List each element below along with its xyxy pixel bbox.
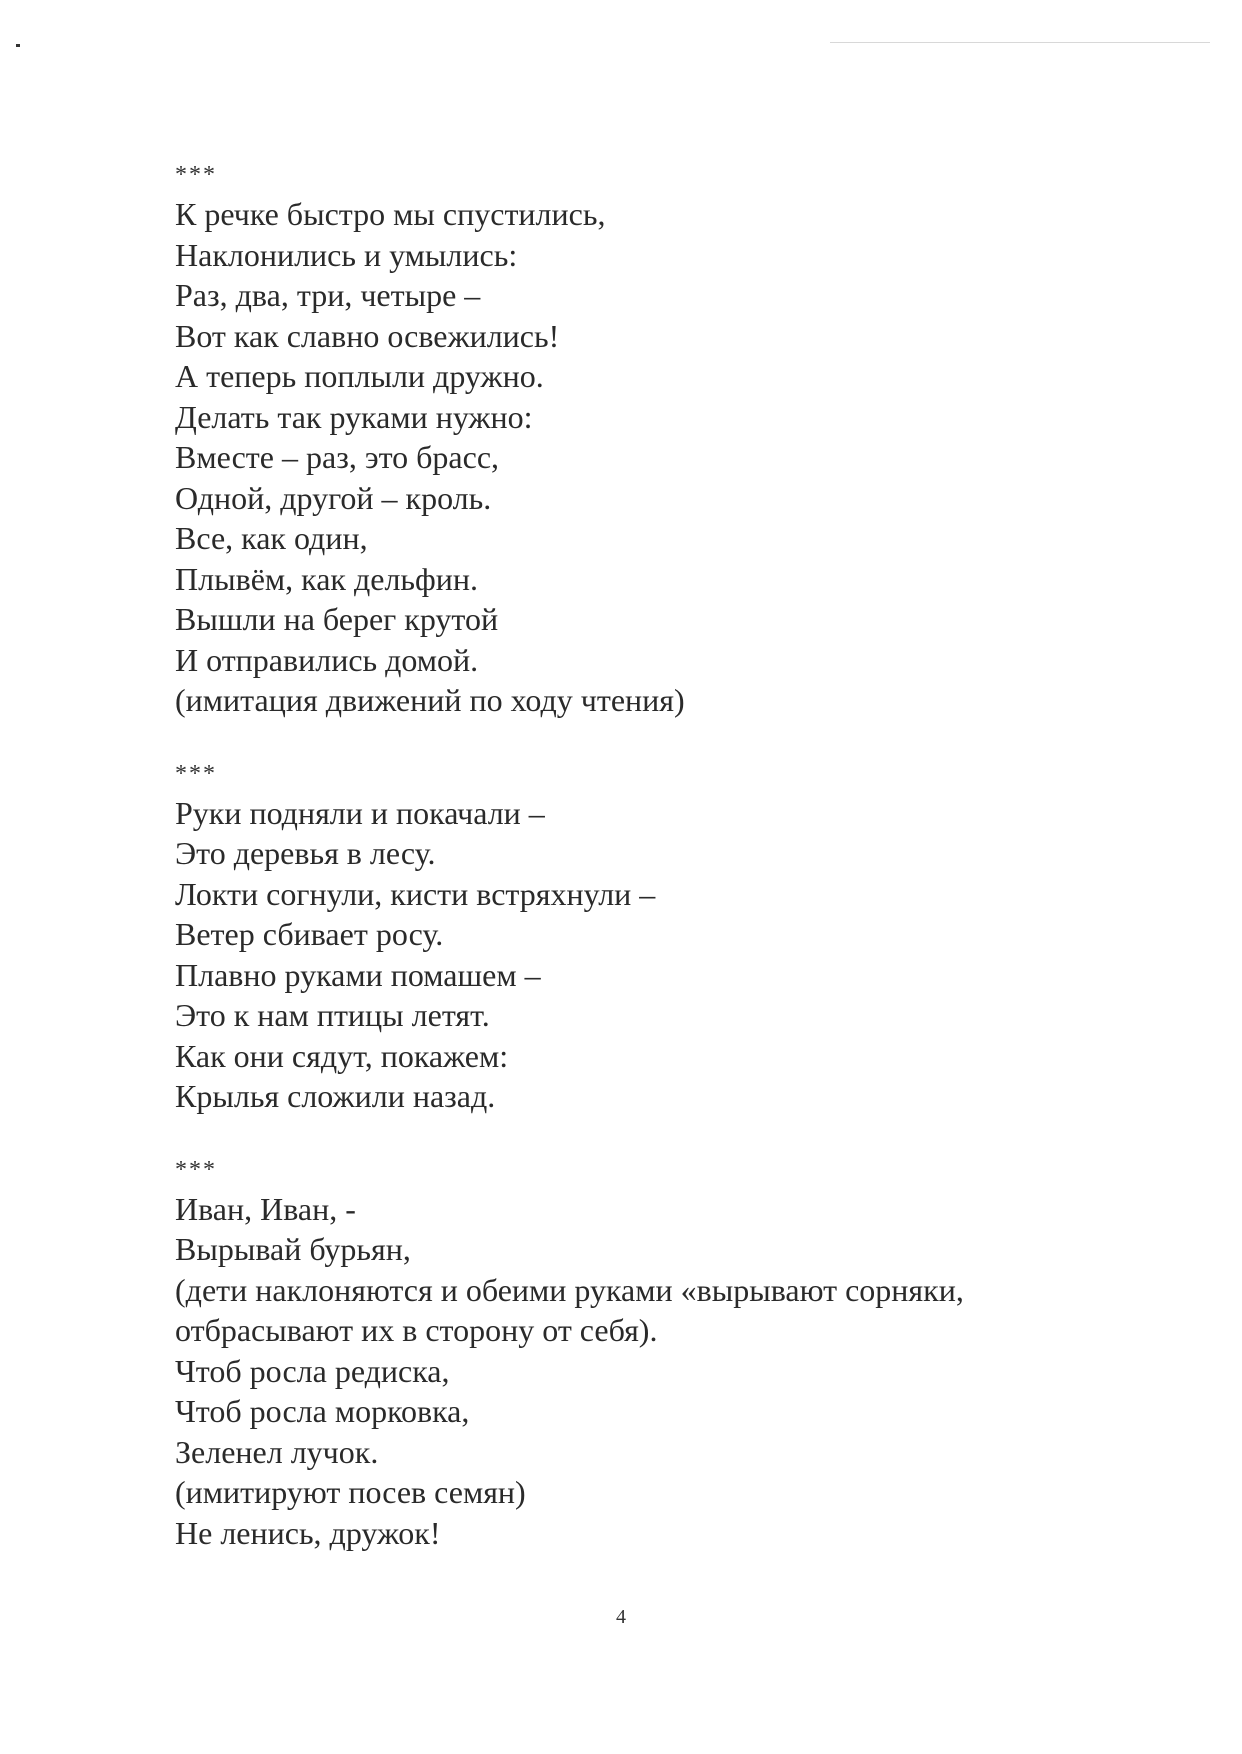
poem-line: Иван, Иван, -	[175, 1190, 356, 1227]
poem-line: Не ленись, дружок!	[175, 1514, 441, 1551]
poem-line: Вырывай бурьян,	[175, 1231, 411, 1267]
poem-line: Это к нам птицы летят.	[175, 997, 490, 1033]
poem-line: Ветер сбивает росу.	[175, 916, 444, 952]
poem-line: Чтоб росла морковка,	[175, 1393, 470, 1429]
poem-line: Плавно руками помашем –	[175, 956, 541, 993]
page-content	[175, 160, 1155, 1553]
poem-line: Локти согнули, кисти встряхнули –	[175, 875, 656, 912]
stage-direction: (имитируют посев семян)	[175, 1474, 526, 1510]
poem-line: К речке быстро мы спустились,	[175, 196, 606, 232]
stanza-gap	[175, 1117, 1155, 1155]
poem-line: А теперь поплыли дружно.	[175, 358, 544, 394]
poem-line: И отправились домой.	[175, 641, 479, 678]
stanza-separator: ***	[175, 760, 217, 787]
stanza-1	[175, 160, 1155, 721]
stanza-gap	[175, 721, 1155, 759]
poem-line: Крылья сложили назад.	[175, 1078, 496, 1114]
stage-direction: (имитация движений по ходу чтения)	[175, 682, 685, 718]
stanza-separator: ***	[175, 162, 217, 188]
stage-direction: отбрасывают их в сторону от себя).	[175, 1312, 658, 1348]
poem-line: Одной, другой – кроль.	[175, 479, 492, 516]
poem-line: Чтоб росла редиска,	[175, 1352, 450, 1389]
stanza-separator: ***	[175, 1156, 217, 1183]
poem-line: Как они сядут, покажем:	[175, 1037, 509, 1074]
stage-direction: (дети наклоняются и обеими руками «вырывают сорняки,	[175, 1271, 964, 1308]
stanza-2	[175, 759, 1155, 1117]
scan-edge-line	[830, 42, 1210, 43]
poem-line: Вместе – раз, это брасс,	[175, 439, 500, 475]
poem-line: Вот как славно освежились!	[175, 317, 560, 354]
poem-line: Руки подняли и покачали –	[175, 794, 545, 831]
poem-line: Плывём, как дельфин.	[175, 560, 478, 597]
poem-line: Зеленел лучок.	[175, 1433, 379, 1470]
poem-line: Раз, два, три, четыре –	[175, 277, 481, 313]
stanza-3	[175, 1155, 1155, 1554]
poem-line: Наклонились и умылись:	[175, 236, 518, 273]
poem-line: Делать так руками нужно:	[175, 398, 533, 435]
poem-line: Это деревья в лесу.	[175, 835, 436, 871]
scan-mark	[16, 44, 20, 47]
poem-line: Все, как один,	[175, 520, 368, 556]
poem-line: Вышли на берег крутой	[175, 601, 499, 637]
page-number: 4	[616, 1606, 626, 1628]
